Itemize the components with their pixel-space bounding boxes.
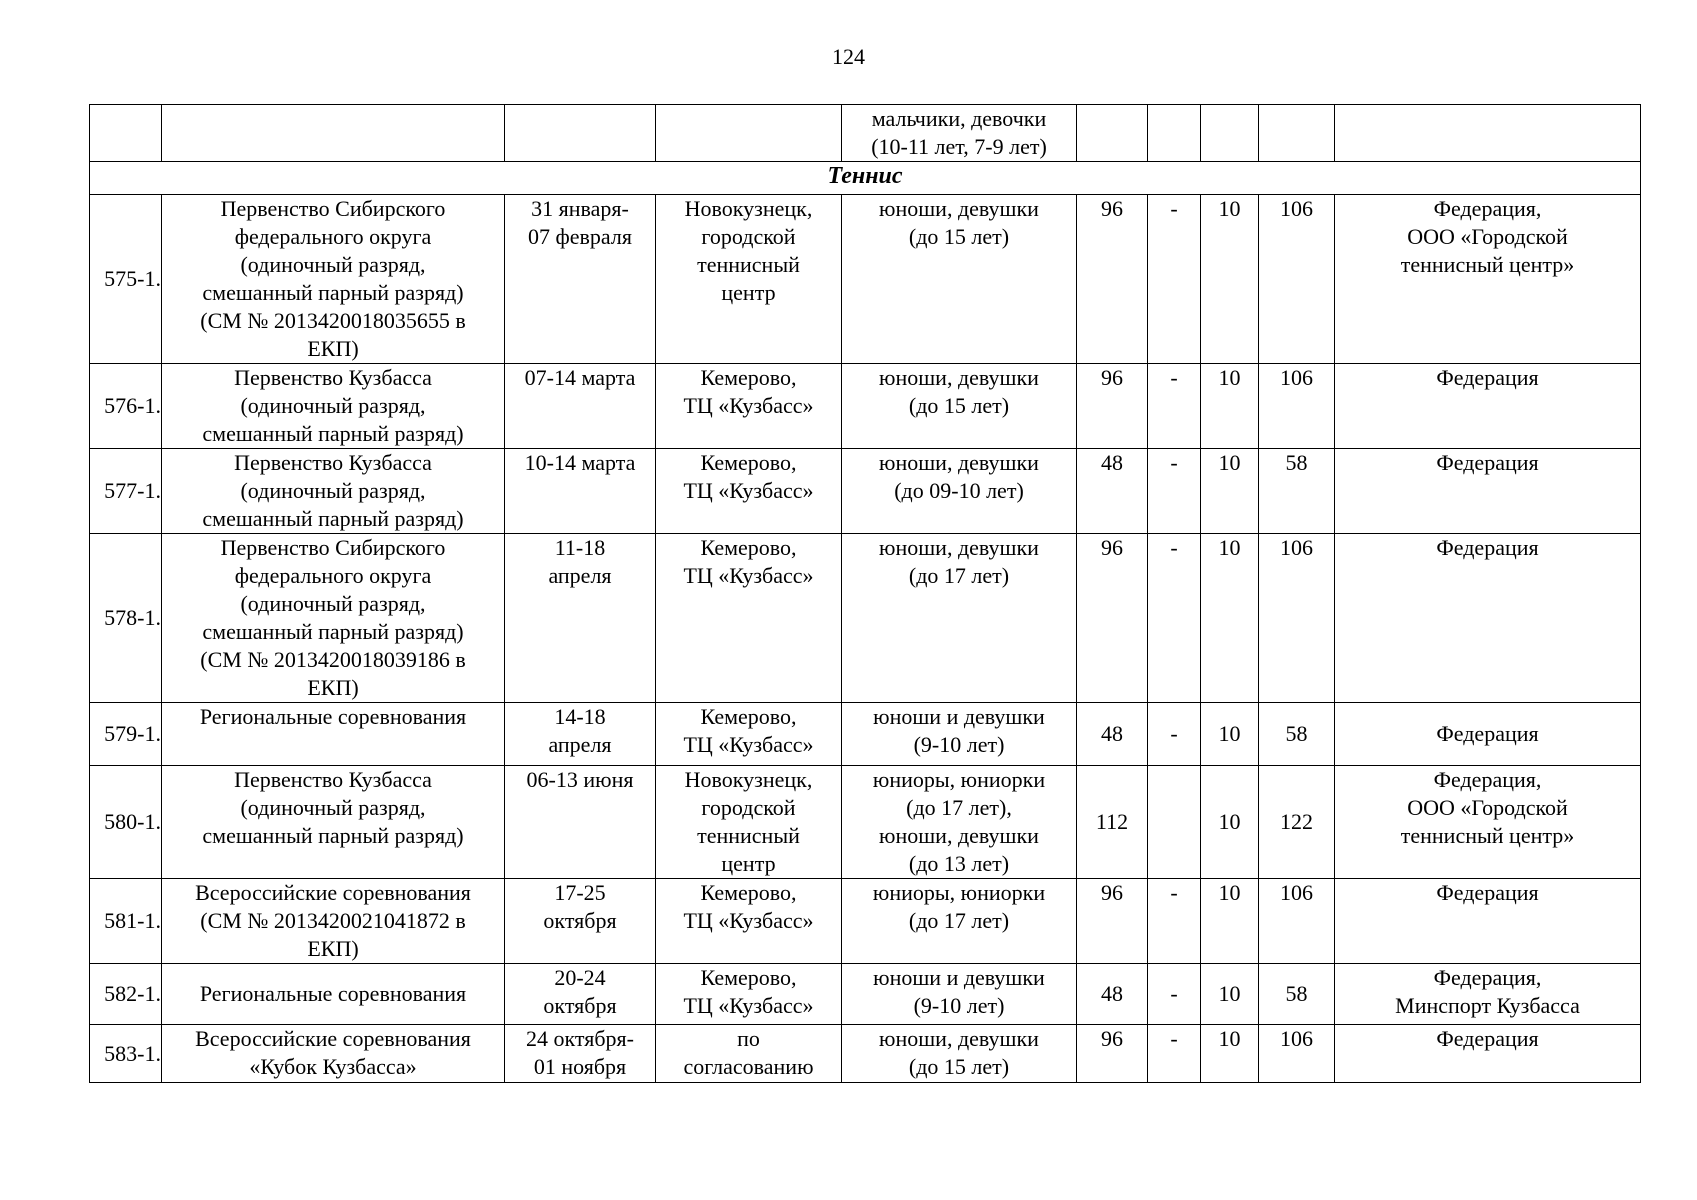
cell-organizer: Федерация, Минспорт Кузбасса bbox=[1335, 964, 1641, 1025]
page-number: 124 bbox=[832, 44, 865, 69]
cell-count-1: 48 bbox=[1077, 703, 1148, 766]
cell-organizer: Федерация bbox=[1335, 364, 1641, 449]
table-row bbox=[90, 449, 1641, 534]
table-row bbox=[90, 1025, 1641, 1083]
cell-organizer: Федерация, ООО «Городской теннисный центр» bbox=[1335, 766, 1641, 879]
cell-name: Первенство Кузбасса (одиночный разряд, смешанный парный разряд) bbox=[162, 364, 505, 449]
cell-name: Первенство Кузбасса (одиночный разряд, смешанный парный разряд) bbox=[162, 449, 505, 534]
cell-count-2: - bbox=[1148, 879, 1201, 964]
cell-place: Кемерово, ТЦ «Кузбасс» bbox=[656, 534, 842, 703]
cell-count-3: 10 bbox=[1201, 964, 1259, 1025]
cell-total bbox=[1259, 105, 1335, 162]
cell-count-1: 112 bbox=[1077, 766, 1148, 879]
cell-date: 20-24 октября bbox=[505, 964, 656, 1025]
cell-count-2: - bbox=[1148, 534, 1201, 703]
cell-count-1: 96 bbox=[1077, 879, 1148, 964]
cell-count-3: 10 bbox=[1201, 703, 1259, 766]
cell-name: Региональные соревнования bbox=[162, 703, 505, 766]
cell-place: по согласованию bbox=[656, 1025, 842, 1083]
cell-count-3: 10 bbox=[1201, 766, 1259, 879]
cell-participants: юноши, девушки (до 09-10 лет) bbox=[842, 449, 1077, 534]
cell-organizer: Федерация bbox=[1335, 703, 1641, 766]
cell-count-2: - bbox=[1148, 703, 1201, 766]
category-heading: Теннис bbox=[90, 162, 1641, 195]
cell-total: 106 bbox=[1259, 364, 1335, 449]
cell-total: 58 bbox=[1259, 964, 1335, 1025]
events-table bbox=[89, 104, 1641, 1083]
cell-total: 106 bbox=[1259, 195, 1335, 364]
cell-organizer: Федерация, ООО «Городской теннисный центр» bbox=[1335, 195, 1641, 364]
cell-name: Всероссийские соревнования «Кубок Кузбасса» bbox=[162, 1025, 505, 1083]
cell-num: 579-1. bbox=[90, 703, 162, 766]
cell-date: 11-18 апреля bbox=[505, 534, 656, 703]
cell-participants: юноши, девушки (до 17 лет) bbox=[842, 534, 1077, 703]
cell-date: 10-14 марта bbox=[505, 449, 656, 534]
cell-count-1: 96 bbox=[1077, 364, 1148, 449]
cell-participants: юноши и девушки (9-10 лет) bbox=[842, 964, 1077, 1025]
cell-num bbox=[90, 105, 162, 162]
cell-date: 24 октября- 01 ноября bbox=[505, 1025, 656, 1083]
cell-place: Новокузнецк, городской теннисный центр bbox=[656, 195, 842, 364]
cell-num: 580-1. bbox=[90, 766, 162, 879]
cell-count-1: 96 bbox=[1077, 534, 1148, 703]
cell-num: 583-1. bbox=[90, 1025, 162, 1083]
table-row bbox=[90, 964, 1641, 1025]
cell-num: 581-1. bbox=[90, 879, 162, 964]
cell-num: 577-1. bbox=[90, 449, 162, 534]
cell-place bbox=[656, 105, 842, 162]
cell-num: 576-1. bbox=[90, 364, 162, 449]
cell-count-2 bbox=[1148, 766, 1201, 879]
cell-count-3: 10 bbox=[1201, 364, 1259, 449]
cell-participants: юниоры, юниорки (до 17 лет), юноши, девушки (до 13 лет) bbox=[842, 766, 1077, 879]
cell-organizer: Федерация bbox=[1335, 449, 1641, 534]
category-row bbox=[90, 162, 1641, 195]
cell-count-1: 48 bbox=[1077, 964, 1148, 1025]
cell-count-2: - bbox=[1148, 364, 1201, 449]
cell-participants: юноши и девушки (9-10 лет) bbox=[842, 703, 1077, 766]
table-row bbox=[90, 195, 1641, 364]
cell-place: Кемерово, ТЦ «Кузбасс» bbox=[656, 964, 842, 1025]
cell-count-2: - bbox=[1148, 449, 1201, 534]
cell-date: 31 января- 07 февраля bbox=[505, 195, 656, 364]
cell-organizer: Федерация bbox=[1335, 534, 1641, 703]
cell-date: 14-18 апреля bbox=[505, 703, 656, 766]
cell-num: 582-1. bbox=[90, 964, 162, 1025]
table-row bbox=[90, 703, 1641, 766]
table-row bbox=[90, 879, 1641, 964]
cell-date: 07-14 марта bbox=[505, 364, 656, 449]
cell-name: Первенство Сибирского федерального округа (одиночный разряд, смешанный парный разряд) (СМ № 2013420018035655 в ЕКП) bbox=[162, 195, 505, 364]
cell-name: Региональные соревнования bbox=[162, 964, 505, 1025]
cell-count-3: 10 bbox=[1201, 195, 1259, 364]
cell-count-3: 10 bbox=[1201, 534, 1259, 703]
table-row bbox=[90, 766, 1641, 879]
cell-place: Кемерово, ТЦ «Кузбасс» bbox=[656, 879, 842, 964]
cell-count-3 bbox=[1201, 105, 1259, 162]
cell-count-1 bbox=[1077, 105, 1148, 162]
cell-participants: юноши, девушки (до 15 лет) bbox=[842, 195, 1077, 364]
cell-count-2: - bbox=[1148, 195, 1201, 364]
cell-count-1: 48 bbox=[1077, 449, 1148, 534]
cell-total: 58 bbox=[1259, 703, 1335, 766]
cell-count-3: 10 bbox=[1201, 1025, 1259, 1083]
cell-organizer bbox=[1335, 105, 1641, 162]
cell-count-1: 96 bbox=[1077, 195, 1148, 364]
cell-total: 106 bbox=[1259, 534, 1335, 703]
cell-count-2 bbox=[1148, 105, 1201, 162]
cell-name: Всероссийские соревнования (СМ № 2013420021041872 в ЕКП) bbox=[162, 879, 505, 964]
cell-total: 122 bbox=[1259, 766, 1335, 879]
cell-place: Кемерово, ТЦ «Кузбасс» bbox=[656, 449, 842, 534]
table-row bbox=[90, 364, 1641, 449]
cell-count-3: 10 bbox=[1201, 449, 1259, 534]
cell-count-2: - bbox=[1148, 964, 1201, 1025]
cell-count-1: 96 bbox=[1077, 1025, 1148, 1083]
continuation-row bbox=[90, 105, 1641, 162]
cell-num: 575-1. bbox=[90, 195, 162, 364]
cell-name: Первенство Сибирского федерального округа (одиночный разряд, смешанный парный разряд) (СМ № 2013420018039186 в ЕКП) bbox=[162, 534, 505, 703]
cell-date: 06-13 июня bbox=[505, 766, 656, 879]
cell-participants: мальчики, девочки (10-11 лет, 7-9 лет) bbox=[842, 105, 1077, 162]
cell-organizer: Федерация bbox=[1335, 1025, 1641, 1083]
cell-place: Новокузнецк, городской теннисный центр bbox=[656, 766, 842, 879]
table-row bbox=[90, 534, 1641, 703]
cell-name bbox=[162, 105, 505, 162]
cell-organizer: Федерация bbox=[1335, 879, 1641, 964]
cell-total: 106 bbox=[1259, 1025, 1335, 1083]
cell-participants: юноши, девушки (до 15 лет) bbox=[842, 1025, 1077, 1083]
cell-count-3: 10 bbox=[1201, 879, 1259, 964]
cell-participants: юноши, девушки (до 15 лет) bbox=[842, 364, 1077, 449]
cell-total: 106 bbox=[1259, 879, 1335, 964]
cell-count-2: - bbox=[1148, 1025, 1201, 1083]
cell-date: 17-25 октября bbox=[505, 879, 656, 964]
cell-total: 58 bbox=[1259, 449, 1335, 534]
cell-place: Кемерово, ТЦ «Кузбасс» bbox=[656, 703, 842, 766]
cell-date bbox=[505, 105, 656, 162]
cell-participants: юниоры, юниорки (до 17 лет) bbox=[842, 879, 1077, 964]
cell-place: Кемерово, ТЦ «Кузбасс» bbox=[656, 364, 842, 449]
cell-num: 578-1. bbox=[90, 534, 162, 703]
cell-name: Первенство Кузбасса (одиночный разряд, смешанный парный разряд) bbox=[162, 766, 505, 879]
